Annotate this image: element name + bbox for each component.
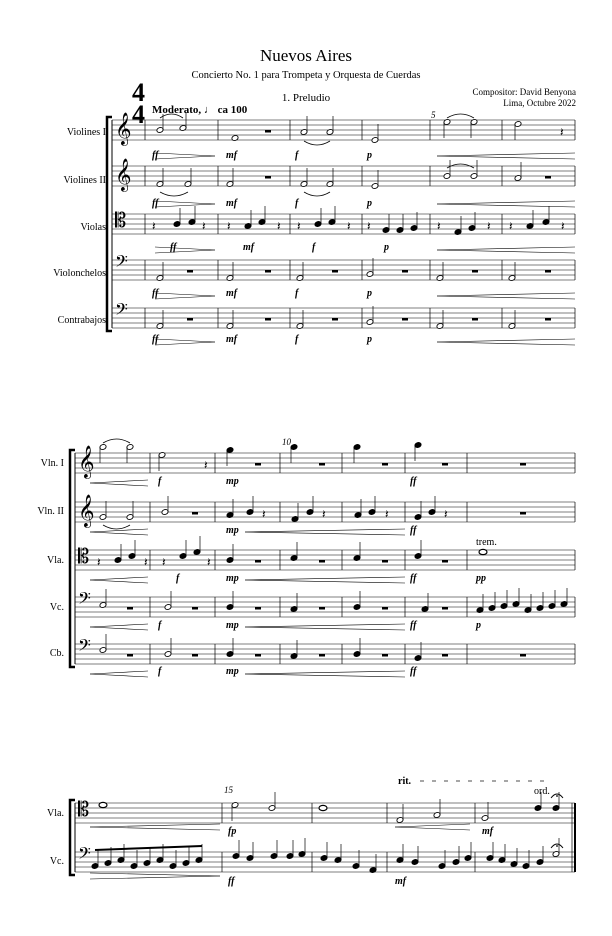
- hairpin: [245, 674, 405, 677]
- half-rest: [545, 176, 551, 179]
- dynamic-ff: ff: [410, 525, 417, 536]
- half-rest: [187, 318, 193, 321]
- half-rest: [382, 560, 388, 563]
- bar-number-10: 10: [282, 437, 291, 447]
- dynamic-mf: mf: [395, 876, 407, 887]
- dynamic-p: p: [367, 334, 372, 345]
- quarter-rest: 𝄽: [202, 219, 206, 233]
- instrument-label-cb-short: Cb.: [49, 648, 64, 659]
- hairpin: [90, 577, 148, 580]
- ritardando-marking: rit.: [398, 776, 412, 787]
- hairpin: [437, 250, 575, 253]
- quarter-rest: 𝄽: [204, 458, 208, 472]
- composer-line: Compositor: David Benyona: [472, 87, 576, 97]
- instrument-label-cb: Contrabajos: [57, 315, 106, 326]
- half-rest: [442, 607, 448, 610]
- whole-note: [319, 805, 327, 810]
- hairpin: [90, 627, 148, 630]
- dynamic-f: f: [158, 666, 162, 677]
- dynamic-f: f: [295, 150, 299, 161]
- tie: [160, 114, 183, 118]
- bass-clef-icon: 𝄢: [115, 299, 128, 323]
- quarter-rest: 𝄽: [322, 507, 326, 521]
- dynamic-ff: ff: [228, 876, 235, 887]
- half-rest: [265, 270, 271, 273]
- dynamic-mp: mp: [226, 620, 239, 631]
- instrument-label-vln1-short: Vln. I: [40, 458, 64, 469]
- quarter-rest: 𝄽: [385, 507, 389, 521]
- quarter-rest: 𝄽: [227, 219, 231, 233]
- instrument-label-vc-short: Vc.: [49, 602, 64, 613]
- hairpin: [155, 153, 215, 156]
- quarter-rest: 𝄽: [367, 219, 371, 233]
- half-rest: [382, 463, 388, 466]
- hairpin: [437, 247, 575, 250]
- dynamic-pp: pp: [476, 573, 486, 584]
- half-rest: [442, 560, 448, 563]
- hairpin: [245, 627, 405, 630]
- half-rest: [319, 560, 325, 563]
- tie: [304, 192, 330, 196]
- dynamic-ff: ff: [410, 620, 417, 631]
- hairpin: [437, 342, 575, 345]
- half-rest: [545, 318, 551, 321]
- half-rest: [265, 318, 271, 321]
- half-rest: [545, 270, 551, 273]
- half-rest: [442, 654, 448, 657]
- bass-clef-icon: 𝄢: [78, 843, 91, 867]
- hairpin: [90, 624, 148, 627]
- dynamic-f: f: [158, 620, 162, 631]
- half-rest: [255, 654, 261, 657]
- dynamic-f: f: [176, 573, 180, 584]
- bar-number-5: 5: [431, 110, 436, 120]
- hairpin: [90, 480, 148, 483]
- hairpin: [155, 293, 215, 296]
- movement-title: 1. Preludio: [281, 92, 331, 104]
- note-head: [231, 135, 239, 142]
- hairpin: [437, 339, 575, 342]
- quarter-rest: 𝄽: [509, 219, 513, 233]
- quarter-rest: 𝄽: [487, 219, 491, 233]
- hairpin: [245, 624, 405, 627]
- hairpin: [437, 201, 575, 204]
- hairpin: [155, 201, 215, 204]
- svg-text:4: 4: [132, 78, 145, 107]
- instrument-label-vla-short: Vla.: [47, 555, 64, 566]
- alto-clef-icon: 𝄡: [78, 544, 90, 568]
- hairpin: [155, 342, 215, 345]
- hairpin: [245, 529, 405, 532]
- hairpin: [395, 824, 470, 827]
- half-rest: [255, 463, 261, 466]
- half-rest: [472, 270, 478, 273]
- bass-clef-icon: 𝄢: [115, 251, 128, 275]
- half-rest: [319, 654, 325, 657]
- half-rest: [382, 654, 388, 657]
- hairpin: [90, 580, 148, 583]
- fermata-dot: [556, 845, 558, 847]
- dynamic-mf: mf: [226, 288, 238, 299]
- dynamic-ff: ff: [410, 573, 417, 584]
- dynamic-mf: mf: [226, 150, 238, 161]
- half-rest: [520, 654, 526, 657]
- half-rest: [332, 318, 338, 321]
- quarter-rest: 𝄽: [262, 507, 266, 521]
- quarter-rest: 𝄽: [207, 555, 211, 569]
- bar-number-15: 15: [224, 785, 233, 795]
- alto-clef-icon: 𝄡: [115, 208, 127, 232]
- dynamic-f: f: [312, 242, 316, 253]
- quarter-rest: 𝄽: [437, 219, 441, 233]
- dynamic-ff: ff: [152, 334, 159, 345]
- hairpin: [90, 674, 148, 677]
- dynamic-mp: mp: [226, 666, 239, 677]
- instrument-label-vln1: Violines I: [66, 127, 106, 138]
- hairpin: [245, 577, 405, 580]
- hairpin: [155, 156, 215, 159]
- trem-marking: trem.: [476, 537, 497, 548]
- instrument-label-vc: Violonchelos: [53, 268, 106, 279]
- score-title: Nuevos Aires: [259, 46, 353, 65]
- hairpin: [437, 293, 575, 296]
- dynamic-mp: mp: [226, 476, 239, 487]
- half-rest: [442, 463, 448, 466]
- half-rest: [332, 270, 338, 273]
- half-rest: [187, 270, 193, 273]
- bass-clef-icon: 𝄢: [78, 635, 91, 659]
- half-rest: [127, 654, 133, 657]
- dynamic-f: f: [295, 334, 299, 345]
- quarter-rest: 𝄽: [347, 219, 351, 233]
- half-rest: [255, 607, 261, 610]
- hairpin: [437, 296, 575, 299]
- half-rest: [319, 607, 325, 610]
- dynamic-mp: mp: [226, 525, 239, 536]
- ord-marking: ord.: [534, 786, 550, 797]
- half-rest: [192, 607, 198, 610]
- tie: [103, 439, 130, 443]
- hairpin: [90, 671, 148, 674]
- tie: [304, 141, 330, 145]
- dynamic-ff: ff: [152, 288, 159, 299]
- quarter-rest: 𝄽: [97, 555, 101, 569]
- hairpin: [90, 873, 220, 876]
- quarter-rest: 𝄽: [152, 219, 156, 233]
- dynamic-mf: mf: [226, 334, 238, 345]
- half-rest: [402, 318, 408, 321]
- hairpin: [245, 532, 405, 535]
- hairpin: [90, 529, 148, 532]
- hairpin: [437, 156, 575, 159]
- instrument-label-vla: Violas: [80, 222, 106, 233]
- fermata-dot: [556, 795, 558, 797]
- hairpin: [90, 532, 148, 535]
- hairpin: [245, 580, 405, 583]
- half-rest: [520, 512, 526, 515]
- system-bracket: [70, 800, 75, 875]
- treble-clef-icon: 𝄞: [115, 158, 132, 191]
- half-rest: [265, 176, 271, 179]
- instrument-label-vc-s3: Vc.: [49, 856, 64, 867]
- dynamic-fp: fp: [228, 826, 237, 837]
- hairpin: [155, 339, 215, 342]
- score-subtitle: Concierto No. 1 para Trompeta y Orquesta de Cuerdas: [191, 70, 421, 81]
- quarter-rest: 𝄽: [561, 219, 565, 233]
- treble-clef-icon: 𝄞: [78, 445, 95, 478]
- dynamic-p: p: [476, 620, 481, 631]
- time-signature: [132, 78, 145, 129]
- instrument-label-vla-s3: Vla.: [47, 808, 64, 819]
- hairpin: [90, 827, 220, 830]
- dynamic-ff: ff: [170, 242, 177, 253]
- system-bracket: [107, 117, 112, 331]
- half-rest: [192, 512, 198, 515]
- dynamic-p: p: [367, 150, 372, 161]
- half-rest: [192, 654, 198, 657]
- half-rest: [382, 607, 388, 610]
- half-rest: [127, 607, 133, 610]
- dynamic-mp: mp: [226, 573, 239, 584]
- hairpin: [437, 204, 575, 207]
- dynamic-p: p: [384, 242, 389, 253]
- treble-clef-icon: 𝄞: [115, 112, 132, 145]
- tempo-marking: Moderato, ♩ ca 100: [152, 104, 248, 116]
- quarter-rest: 𝄽: [277, 219, 281, 233]
- tie: [103, 525, 130, 529]
- instrument-label-vln2-short: Vln. II: [37, 506, 64, 517]
- half-rest: [402, 270, 408, 273]
- dynamic-ff: ff: [152, 150, 159, 161]
- quarter-rest: 𝄽: [144, 555, 148, 569]
- half-rest: [265, 130, 271, 133]
- hairpin: [90, 876, 220, 879]
- dynamic-p: p: [367, 198, 372, 209]
- whole-note: [479, 549, 487, 554]
- dynamic-f: f: [158, 476, 162, 487]
- quarter-rest: 𝄽: [162, 555, 166, 569]
- hairpin: [437, 153, 575, 156]
- whole-note: [99, 802, 107, 807]
- dynamic-mf: mf: [243, 242, 255, 253]
- instrument-label-vln2: Violines II: [63, 175, 106, 186]
- hairpin: [155, 296, 215, 299]
- hairpin: [155, 204, 215, 207]
- alto-clef-icon: 𝄡: [78, 797, 90, 821]
- hairpin: [245, 671, 405, 674]
- dynamic-ff: ff: [410, 666, 417, 677]
- tie: [447, 114, 474, 118]
- hairpin: [90, 824, 220, 827]
- half-rest: [255, 560, 261, 563]
- half-rest: [472, 318, 478, 321]
- place-date: Lima, Octubre 2022: [503, 98, 576, 108]
- score-engraving: [132, 78, 145, 129]
- hairpin: [395, 827, 470, 830]
- svg-text:4: 4: [132, 100, 145, 129]
- dynamic-p: p: [367, 288, 372, 299]
- hairpin: [155, 250, 215, 253]
- treble-clef-icon: 𝄞: [78, 494, 95, 527]
- quarter-rest: 𝄽: [560, 125, 564, 139]
- bass-clef-icon: 𝄢: [78, 588, 91, 612]
- tie: [160, 192, 188, 196]
- dynamic-f: f: [295, 288, 299, 299]
- dynamic-ff: ff: [152, 198, 159, 209]
- quarter-rest: 𝄽: [297, 219, 301, 233]
- dynamic-mf: mf: [226, 198, 238, 209]
- hairpin: [90, 483, 148, 486]
- half-rest: [520, 463, 526, 466]
- hairpin: [155, 247, 215, 250]
- half-rest: [319, 463, 325, 466]
- system-bracket: [70, 450, 75, 667]
- quarter-rest: 𝄽: [444, 507, 448, 521]
- dynamic-ff: ff: [410, 476, 417, 487]
- dynamic-f: f: [295, 198, 299, 209]
- staves: [70, 112, 575, 879]
- dynamic-mf: mf: [482, 826, 494, 837]
